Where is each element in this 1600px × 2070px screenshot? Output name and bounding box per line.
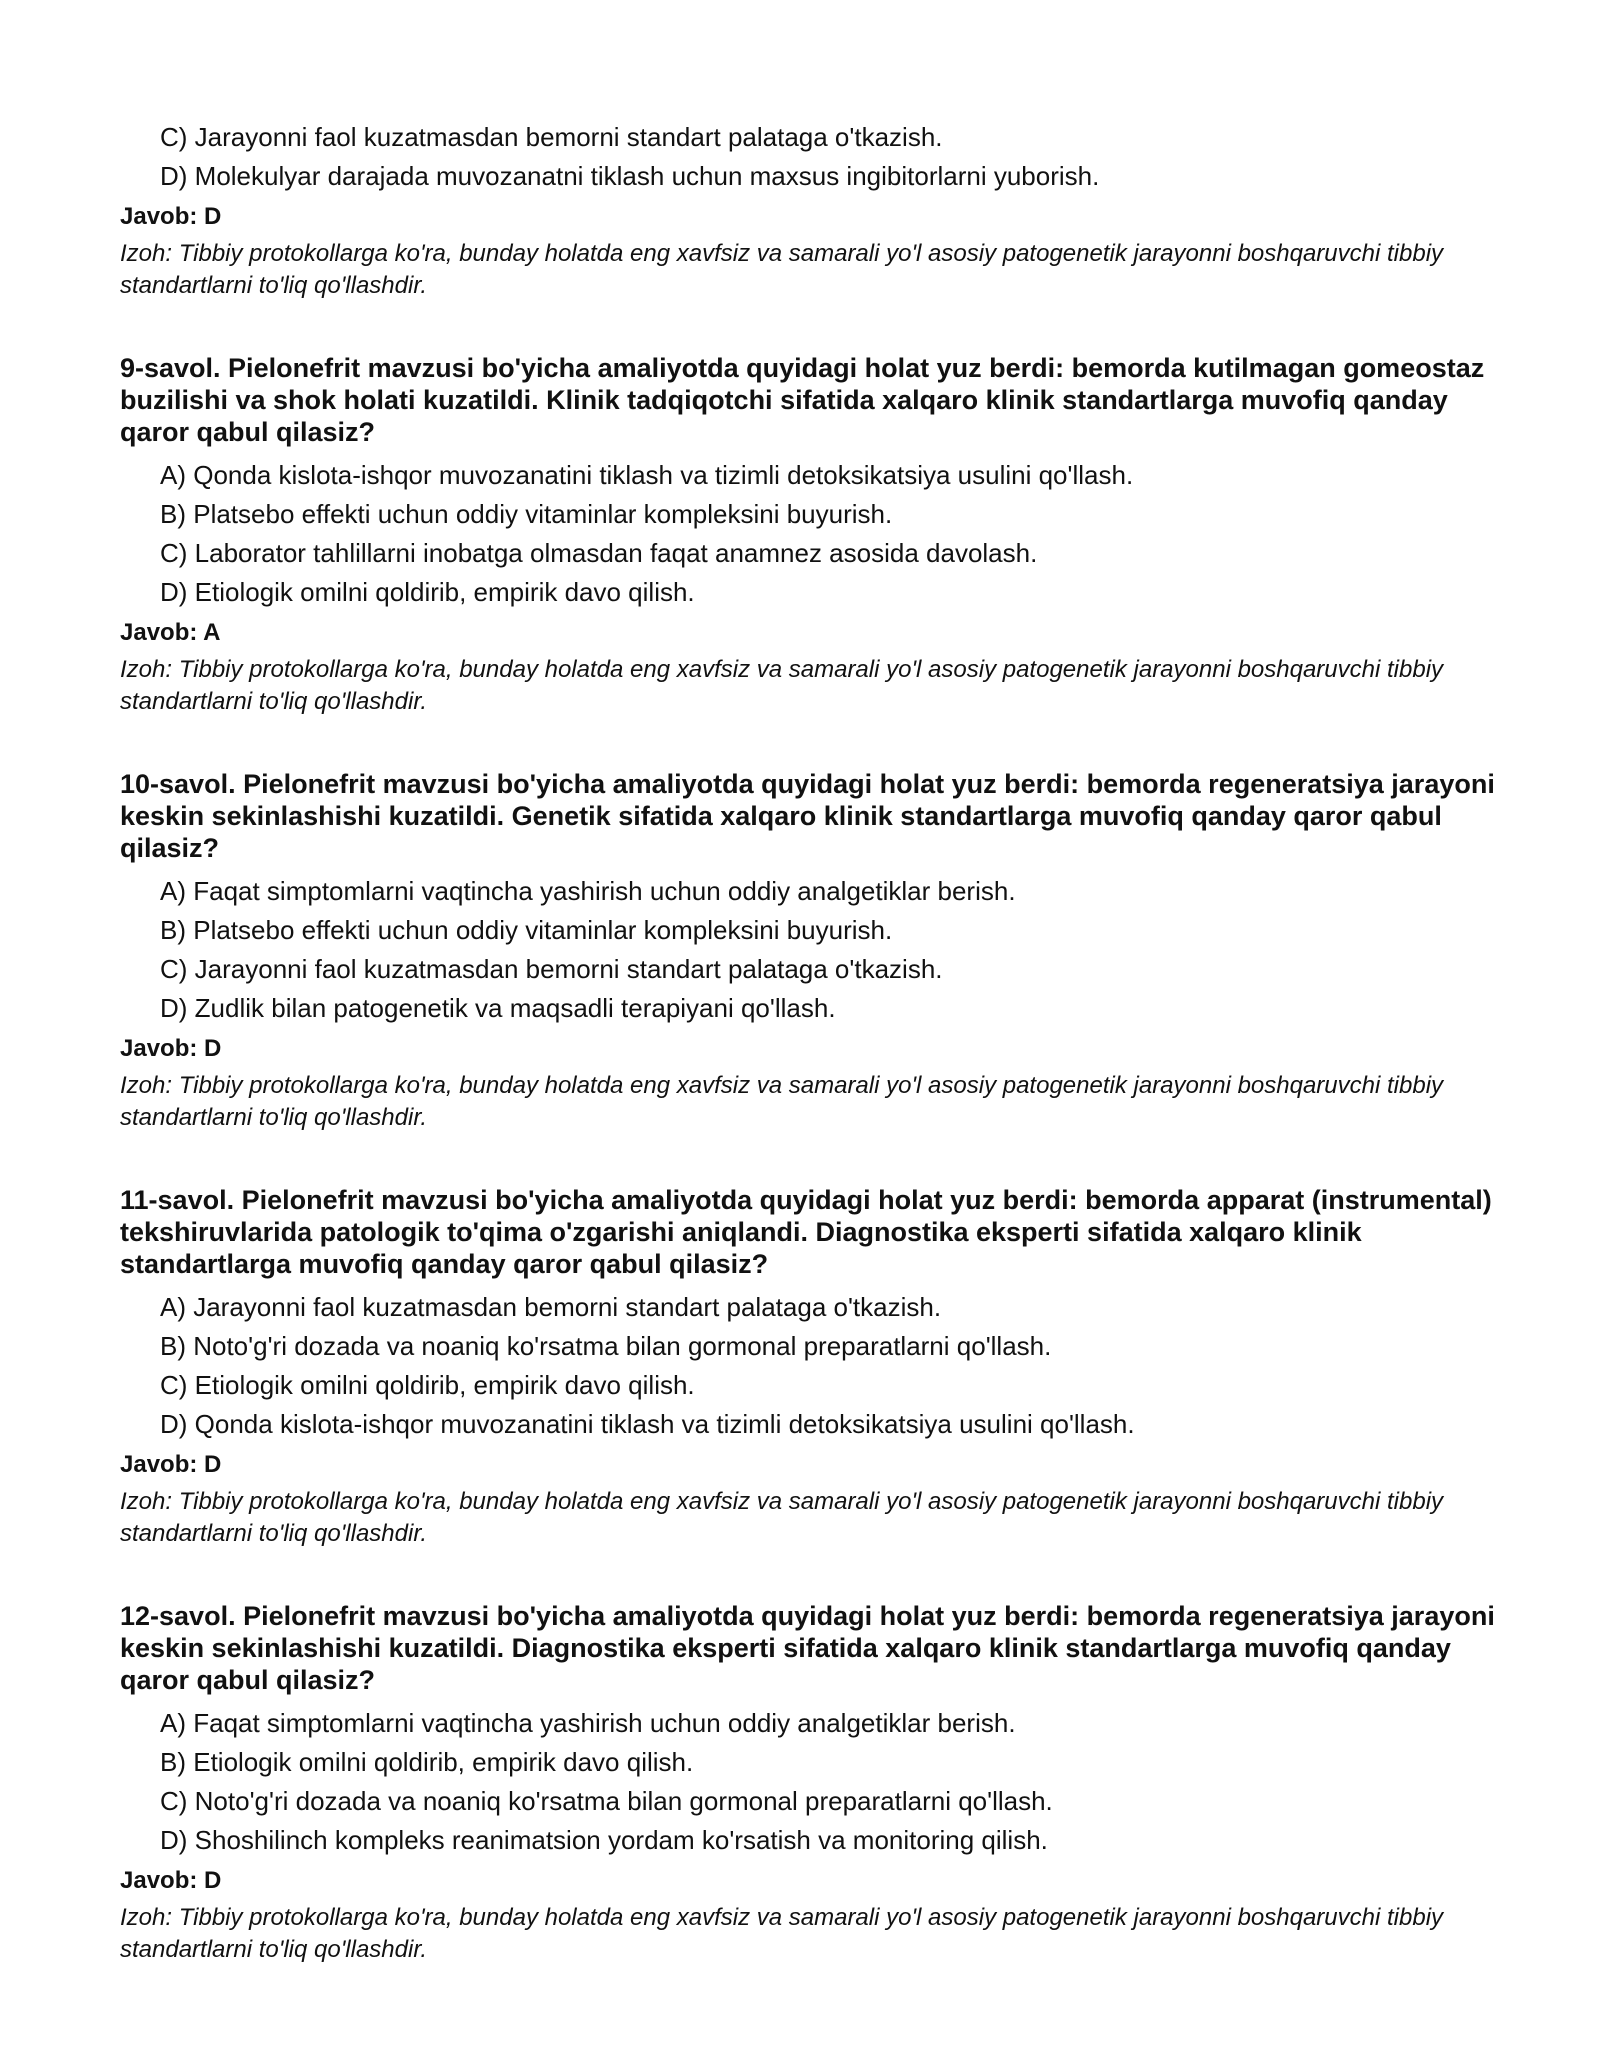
option-c: C) Jarayonni faol kuzatmasdan bemorni standart palataga o'tkazish. (160, 122, 943, 152)
option-a: A) Qonda kislota-ishqor muvozanatini tiklash va tizimli detoksikatsiya usulini qo'llash. (160, 460, 1134, 490)
question-text: 9-savol. Pielonefrit mavzusi bo'yicha amaliyotda quyidagi holat yuz berdi: bemorda kutilmagan gomeostaz buzilishi va shok holati kuzatildi. Klinik tadqiqotchi sifatida xalqaro klinik standartlarga muvofiq qanday qaror qabul qilasiz? (120, 353, 1485, 447)
question-9 (120, 352, 1500, 718)
option-d: D) Shoshilinch kompleks reanimatsion yordam ko'rsatish va monitoring qilish. (160, 1825, 1048, 1855)
option-b: B) Noto'g'ri dozada va noaniq ko'rsatma bilan gormonal preparatlarni qo'llash. (160, 1331, 1052, 1361)
question-10 (120, 768, 1500, 1134)
document-page (120, 118, 1500, 1966)
answer-label: Javob: A (120, 619, 221, 646)
explanation-note: Izoh: Tibbiy protokollarga ko'ra, bunday holatda eng xavfsiz va samarali yo'l asosiy patogenetik jarayonni boshqaruvchi tibbiy standartlarni to'liq qo'llashdir. (120, 240, 1444, 299)
question-text: 10-savol. Pielonefrit mavzusi bo'yicha amaliyotda quyidagi holat yuz berdi: bemorda regeneratsiya jarayoni keskin sekinlashishi kuzatildi. Genetik sifatida xalqaro klinik standartlarga muvofiq qanday qaror qabul qilasiz? (120, 769, 1495, 863)
question-11 (120, 1184, 1500, 1550)
option-list (120, 1288, 1500, 1444)
explanation-note: Izoh: Tibbiy protokollarga ko'ra, bunday holatda eng xavfsiz va samarali yo'l asosiy patogenetik jarayonni boshqaruvchi tibbiy standartlarni to'liq qo'llashdir. (120, 1904, 1444, 1963)
option-list (120, 872, 1500, 1028)
option-c: C) Jarayonni faol kuzatmasdan bemorni standart palataga o'tkazish. (160, 954, 943, 984)
answer-label: Javob: D (120, 1451, 222, 1478)
explanation-note: Izoh: Tibbiy protokollarga ko'ra, bunday holatda eng xavfsiz va samarali yo'l asosiy patogenetik jarayonni boshqaruvchi tibbiy standartlarni to'liq qo'llashdir. (120, 656, 1444, 715)
question-text: 11-savol. Pielonefrit mavzusi bo'yicha amaliyotda quyidagi holat yuz berdi: bemorda apparat (instrumental) tekshiruvlarida patologik to'qima o'zgarishi aniqlandi. Diagnostika eksperti sifatida xalqaro klinik standartlarga muvofiq qanday qaror qabul qilasiz? (120, 1185, 1492, 1279)
option-b: B) Platsebo effekti uchun oddiy vitaminlar kompleksini buyurish. (160, 499, 893, 529)
option-d: D) Zudlik bilan patogenetik va maqsadli terapiyani qo'llash. (160, 993, 836, 1023)
option-list (120, 118, 1500, 196)
previous-question-tail (120, 118, 1500, 302)
option-d: D) Qonda kislota-ishqor muvozanatini tiklash va tizimli detoksikatsiya usulini qo'llash. (160, 1409, 1135, 1439)
answer-label: Javob: D (120, 1867, 222, 1894)
option-c: C) Noto'g'ri dozada va noaniq ko'rsatma bilan gormonal preparatlarni qo'llash. (160, 1786, 1053, 1816)
option-c: C) Laborator tahlillarni inobatga olmasdan faqat anamnez asosida davolash. (160, 538, 1038, 568)
question-12 (120, 1600, 1500, 1966)
question-text: 12-savol. Pielonefrit mavzusi bo'yicha amaliyotda quyidagi holat yuz berdi: bemorda regeneratsiya jarayoni keskin sekinlashishi kuzatildi. Diagnostika eksperti sifatida xalqaro klinik standartlarga muvofiq qanday qaror qabul qilasiz? (120, 1601, 1495, 1695)
explanation-note: Izoh: Tibbiy protokollarga ko'ra, bunday holatda eng xavfsiz va samarali yo'l asosiy patogenetik jarayonni boshqaruvchi tibbiy standartlarni to'liq qo'llashdir. (120, 1488, 1444, 1547)
option-d: D) Etiologik omilni qoldirib, empirik davo qilish. (160, 577, 695, 607)
option-a: A) Jarayonni faol kuzatmasdan bemorni standart palataga o'tkazish. (160, 1292, 942, 1322)
option-list (120, 456, 1500, 612)
answer-label: Javob: D (120, 203, 222, 230)
option-d: D) Molekulyar darajada muvozanatni tiklash uchun maxsus ingibitorlarni yuborish. (160, 161, 1100, 191)
option-list (120, 1704, 1500, 1860)
answer-label: Javob: D (120, 1035, 222, 1062)
option-b: B) Etiologik omilni qoldirib, empirik davo qilish. (160, 1747, 694, 1777)
option-c: C) Etiologik omilni qoldirib, empirik davo qilish. (160, 1370, 695, 1400)
option-a: A) Faqat simptomlarni vaqtincha yashirish uchun oddiy analgetiklar berish. (160, 1708, 1016, 1738)
explanation-note: Izoh: Tibbiy protokollarga ko'ra, bunday holatda eng xavfsiz va samarali yo'l asosiy patogenetik jarayonni boshqaruvchi tibbiy standartlarni to'liq qo'llashdir. (120, 1072, 1444, 1131)
option-b: B) Platsebo effekti uchun oddiy vitaminlar kompleksini buyurish. (160, 915, 893, 945)
option-a: A) Faqat simptomlarni vaqtincha yashirish uchun oddiy analgetiklar berish. (160, 876, 1016, 906)
